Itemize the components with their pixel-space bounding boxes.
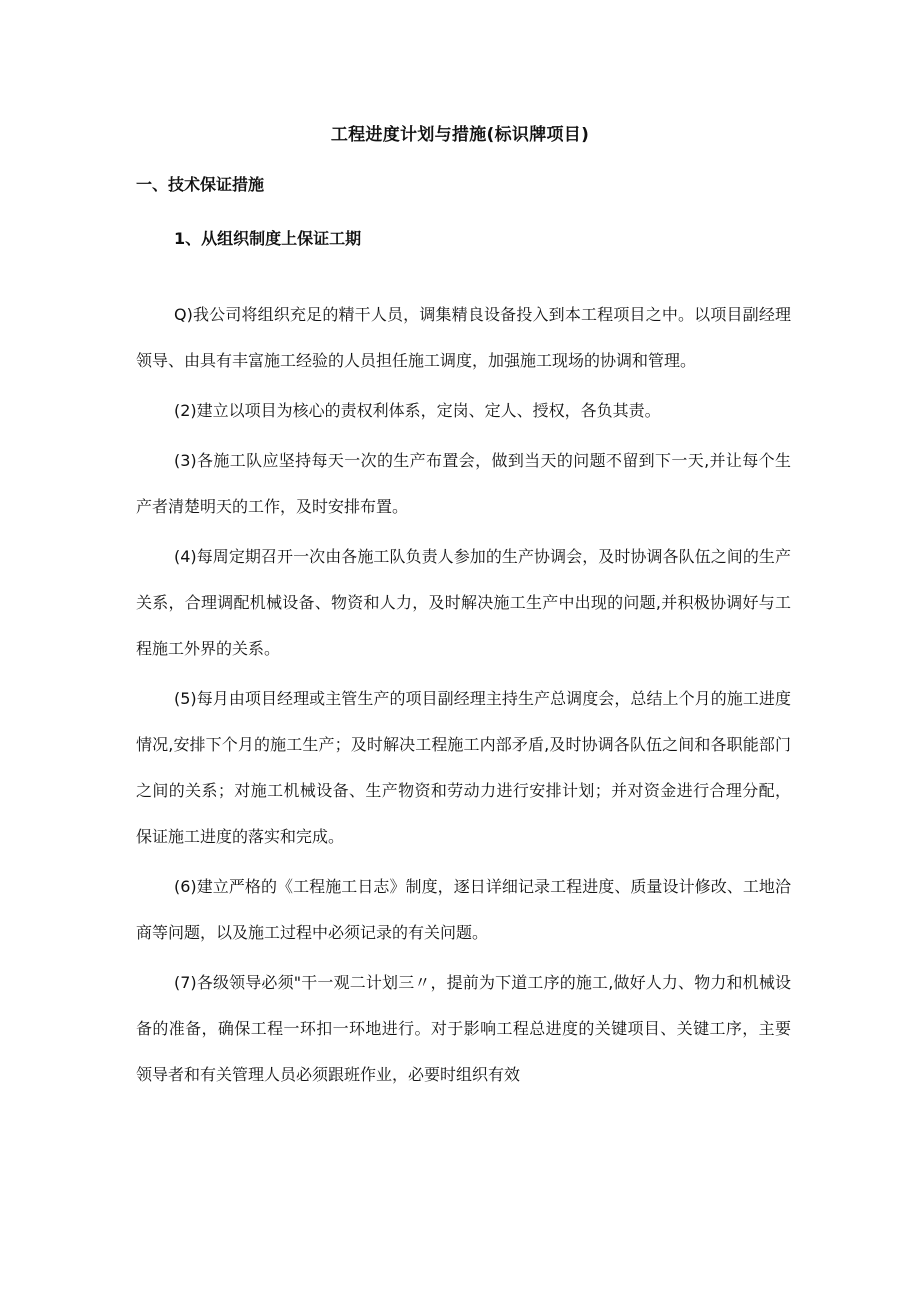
paragraph-2: (2)建立以项目为核心的责权利体系，定岗、定人、授权，各负其责。 [174, 401, 661, 420]
section-heading: 一、技术保证措施 [136, 175, 265, 194]
paragraph-5: (5)每月由项目经理或主管生产的项目副经理主持生产总调度会，总结上个月的施工进度情况,安排下个月的施工生产；及时解决工程施工内部矛盾,及时协调各队伍之间和各职能部门之间的关系；对施工机械设备、生产物资和劳动力进行安排计划；并对资金进行合理分配，保证施工进度的落实和完成。 [136, 689, 791, 846]
paragraph-7: (7)各级领导必须"干一观二计划三〃，提前为下道工序的施工,做好人力、物力和机械设备的准备，确保工程一环扣一环地进行。对于影响工程总进度的关键项目、关键工序，主要领导者和有关管理人员必须跟班作业，必要时组织有效 [136, 973, 791, 1084]
document-title: 工程进度计划与措施(标识牌项目) [330, 125, 590, 145]
body-text [136, 292, 791, 1102]
paragraph-4: (4)每周定期召开一次由各施工队负责人参加的生产协调会，及时协调各队伍之间的生产关系，合理调配机械设备、物资和人力，及时解决施工生产中出现的问题,并积极协调好与工程施工外界的关系。 [136, 547, 791, 658]
subsection-heading: 1、从组织制度上保证工期 [174, 229, 362, 248]
paragraph-1: Q)我公司将组织充足的精干人员，调集精良设备投入到本工程项目之中。以项目副经理领导、由具有丰富施工经验的人员担任施工调度，加强施工现场的协调和管理。 [136, 305, 791, 370]
paragraph-6: (6)建立严格的《工程施工日志》制度，逐日详细记录工程进度、质量设计修改、工地洽商等问题，以及施工过程中必须记录的有关问题。 [136, 877, 791, 942]
paragraph-3: (3)各施工队应坚持每天一次的生产布置会，做到当天的问题不留到下一天,并让每个生产者清楚明天的工作，及时安排布置。 [136, 451, 791, 516]
